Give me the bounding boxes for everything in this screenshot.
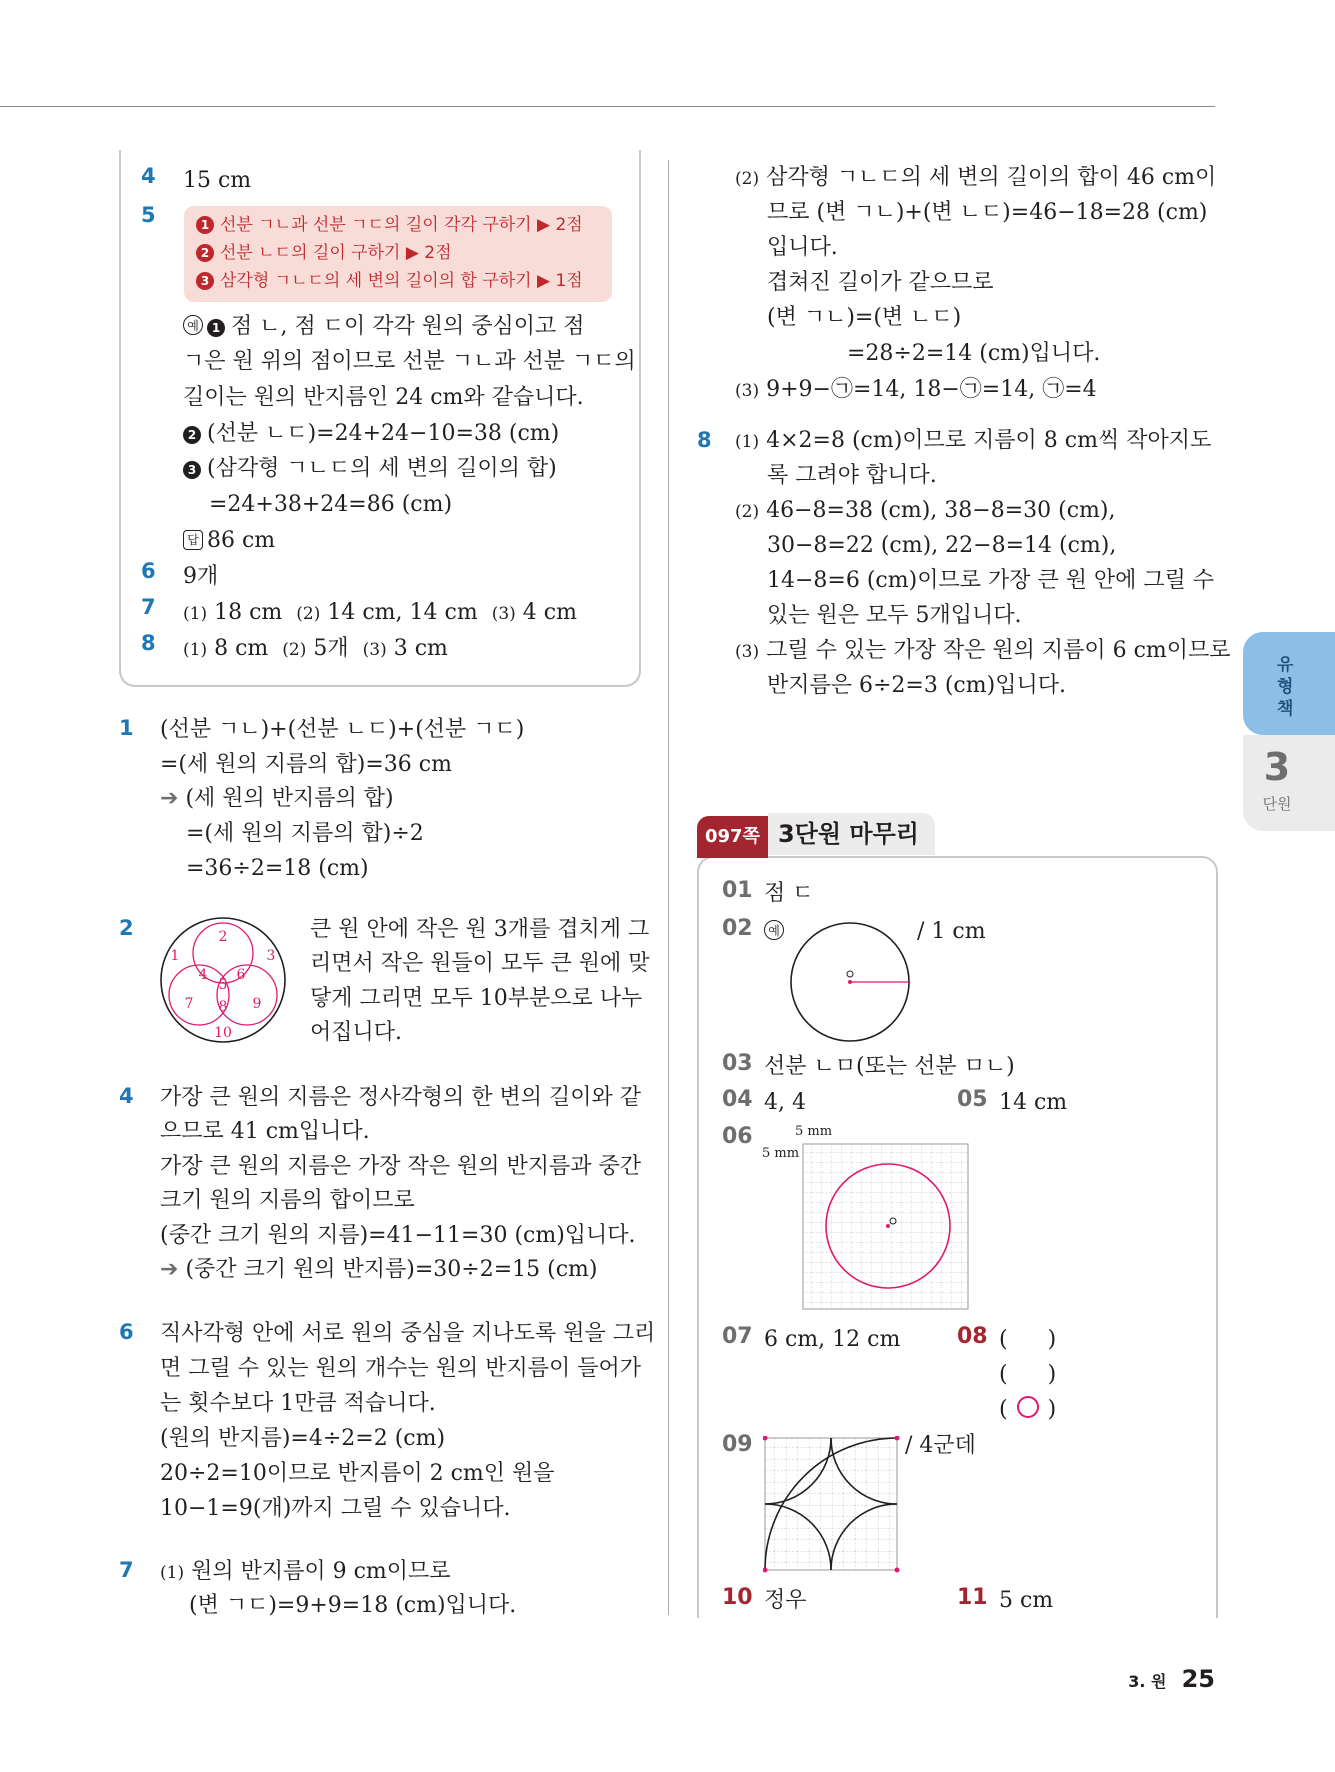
a06-dim-left: 5 mm [762, 1146, 800, 1161]
q5-line-5: 3 (삼각형 ㄱㄴㄷ의 세 변의 길이의 합) [183, 451, 557, 486]
q5-line-1: 예 1 점 ㄴ, 점 ㄷ이 각각 원의 중심이고 점 [183, 309, 584, 344]
a11-text: 5 cm [999, 1588, 1054, 1613]
region-label: 1 [170, 948, 180, 964]
s4-line: 가장 큰 원의 지름은 정사각형의 한 변의 길이와 같 [160, 1085, 641, 1110]
a06-number: 06 [722, 1124, 753, 1149]
s4-number: 4 [119, 1084, 134, 1108]
s2-number: 2 [119, 916, 134, 940]
q5-line-4: 2 (선분 ㄴㄷ)=24+24−10=38 (cm) [183, 416, 559, 451]
section-title: 3단원 마무리 [768, 813, 935, 855]
s7-number: 7 [119, 1558, 134, 1582]
a01-text: 점 ㄷ [764, 881, 814, 906]
q8-answer: (1) 8 cm (2) 5개 (3) 3 cm [183, 636, 448, 661]
s6-line: 10−1=9(개)까지 그릴 수 있습니다. [160, 1496, 511, 1521]
section-page: 097쪽 [697, 816, 768, 858]
s8-line: 30−8=22 (cm), 22−8=14 (cm), [767, 533, 1117, 558]
a05-text: 14 cm [999, 1090, 1068, 1115]
a10-text: 정우 [764, 1588, 807, 1613]
s7b-line: 겹쳐진 길이가 같으므로 [767, 270, 994, 295]
s6-line: 직사각형 안에 서로 원의 중심을 지나도록 원을 그리 [160, 1321, 656, 1346]
region-label: 8 [218, 999, 228, 1015]
s7b-line: 입니다. [767, 235, 838, 260]
side-tab-unit-number: 3 [1263, 745, 1291, 789]
a02-mark: 예 [764, 914, 788, 949]
region-label: 6 [236, 967, 246, 983]
s1-line: (선분 ㄱㄴ)+(선분 ㄴㄷ)+(선분 ㄱㄷ) [160, 717, 525, 742]
a10-number: 10 [722, 1585, 753, 1610]
s1-line: ➔ (세 원의 반지름의 합) [160, 786, 394, 811]
a03-text: 선분 ㄴㅁ(또는 선분 ㅁㄴ) [764, 1054, 1015, 1079]
q5-line-2: ㄱ은 원 위의 점이므로 선분 ㄱㄴ과 선분 ㄱㄷ의 [183, 349, 636, 374]
a08-choice-1: ( ) [999, 1327, 1057, 1352]
s1-number: 1 [119, 716, 134, 740]
a02-number: 02 [722, 916, 753, 941]
s2-line: 닿게 그리면 모두 10부분으로 나누 [310, 986, 643, 1011]
s7b-line: 므로 (변 ㄱㄴ)+(변 ㄴㄷ)=46−18=28 (cm) [767, 200, 1208, 225]
side-tab-book[interactable] [1243, 632, 1335, 735]
q4-answer: 15 cm [183, 168, 252, 193]
a03-number: 03 [722, 1051, 753, 1076]
a09-arc-pattern [763, 1436, 901, 1574]
s6-line: 는 횟수보다 1만큼 적습니다. [160, 1391, 436, 1416]
s4-line: ➔ (중간 크기 원의 반지름)=30÷2=15 (cm) [160, 1257, 598, 1282]
s8-line: 14−8=6 (cm)이므로 가장 큰 원 안에 그릴 수 [767, 568, 1215, 593]
region-label: 9 [252, 996, 262, 1012]
a11-number: 11 [957, 1585, 988, 1610]
s8-line: (3) 그릴 수 있는 가장 작은 원의 지름이 6 cm이므로 [735, 638, 1231, 663]
s8-line: 있는 원은 모두 5개입니다. [767, 603, 1022, 628]
q4-number: 4 [141, 164, 156, 188]
footer-chapter: 3. 원 [1128, 1672, 1167, 1691]
region-label: 3 [266, 948, 276, 964]
s8-line: 록 그려야 합니다. [767, 463, 937, 488]
page-number: 25 [1181, 1665, 1215, 1693]
rubric-item: 1 선분 ㄱㄴ과 선분 ㄱㄷ의 길이 각각 구하기 ▶ 2점 [196, 211, 612, 239]
q6-number: 6 [141, 559, 156, 583]
s1-line: =(세 원의 지름의 합)÷2 [186, 821, 424, 846]
s2-line: 큰 원 안에 작은 원 3개를 겹치게 그 [310, 917, 650, 942]
s2-line: 어집니다. [310, 1020, 403, 1045]
s1-line: =36÷2=18 (cm) [186, 856, 369, 881]
a06-grid-circle [801, 1142, 971, 1312]
a09-text: / 4군데 [905, 1433, 976, 1458]
s8-line: (1) 4×2=8 (cm)이므로 지름이 8 cm씩 작아지도 [735, 428, 1212, 453]
q8-number: 8 [141, 631, 156, 655]
a08-choice-2: ( ) [999, 1362, 1057, 1387]
side-tab-book-label: 유형책 [1277, 655, 1294, 719]
s1-line: =(세 원의 지름의 합)=36 cm [160, 752, 452, 777]
s8-number: 8 [697, 428, 712, 452]
region-label: 7 [184, 996, 194, 1012]
region-label: 4 [198, 967, 208, 983]
rubric-item: 2 선분 ㄴㄷ의 길이 구하기 ▶ 2점 [196, 239, 612, 267]
s8-line: (2) 46−8=38 (cm), 38−8=30 (cm), [735, 498, 1116, 523]
a04-number: 04 [722, 1087, 753, 1112]
q5-answer: 답 86 cm [183, 523, 275, 558]
s8-line: 반지름은 6÷2=3 (cm)입니다. [767, 673, 1066, 698]
region-label: 2 [218, 929, 228, 945]
s4-line: 가장 큰 원의 지름은 가장 작은 원의 반지름과 중간 [160, 1154, 641, 1179]
a08-choice-3: ( ) [999, 1397, 1057, 1422]
page-footer [1128, 1665, 1215, 1693]
q7-answer: (1) 18 cm (2) 14 cm, 14 cm (3) 4 cm [183, 600, 577, 625]
s6-number: 6 [119, 1320, 134, 1344]
side-tab-unit[interactable] [1243, 735, 1335, 831]
s4-line: 으므로 41 cm입니다. [160, 1119, 370, 1144]
s6-line: 20÷2=10이므로 반지름이 2 cm인 원을 [160, 1461, 555, 1486]
side-tab-unit-label: 단원 [1262, 795, 1292, 813]
s7b-line: (변 ㄱㄴ)=(변 ㄴㄷ) [767, 305, 962, 330]
a02-text: / 1 cm [917, 919, 986, 944]
column-divider [668, 160, 669, 1615]
q6-answer: 9개 [183, 564, 219, 589]
a01-number: 01 [722, 878, 753, 903]
region-label: 5 [218, 977, 228, 993]
s7b-line3: (3) 9+9−㉠=14, 18−㉠=14, ㉠=4 [735, 377, 1097, 402]
selected-circle-icon [1017, 1396, 1039, 1418]
s7-line: (1) 원의 반지름이 9 cm이므로 [160, 1559, 451, 1584]
a05-number: 05 [957, 1087, 988, 1112]
s4-line: (중간 크기 원의 지름)=41−11=30 (cm)입니다. [160, 1223, 636, 1248]
s6-line: (원의 반지름)=4÷2=2 (cm) [160, 1426, 446, 1451]
a07-text: 6 cm, 12 cm [764, 1327, 901, 1352]
q5-line-3: 길이는 원의 반지름인 24 cm와 같습니다. [183, 385, 584, 410]
a09-number: 09 [722, 1432, 753, 1457]
section-header [697, 813, 935, 858]
q7-number: 7 [141, 595, 156, 619]
q5-number: 5 [141, 203, 156, 227]
a04-text: 4, 4 [764, 1090, 806, 1115]
q5-line-6: =24+38+24=86 (cm) [209, 492, 453, 517]
a06-dim-top: 5 mm [795, 1124, 833, 1139]
s2-line: 리면서 작은 원들이 모두 큰 원에 맞 [310, 951, 650, 976]
s6-line: 면 그릴 수 있는 원의 개수는 원의 반지름이 들어가 [160, 1356, 641, 1381]
s7-line: (변 ㄱㄷ)=9+9=18 (cm)입니다. [189, 1593, 517, 1618]
a07-number: 07 [722, 1324, 753, 1349]
top-rule [0, 106, 1215, 107]
circles-diagram [159, 916, 287, 1044]
a02-circle [789, 921, 911, 1043]
region-label: 10 [214, 1025, 232, 1041]
a08-number: 08 [957, 1324, 988, 1349]
s4-line: 크기 원의 지름의 합이므로 [160, 1188, 415, 1213]
s7b-line: (2) 삼각형 ㄱㄴㄷ의 세 변의 길이의 합이 46 cm이 [735, 165, 1217, 190]
rubric-item: 3 삼각형 ㄱㄴㄷ의 세 변의 길이의 합 구하기 ▶ 1점 [196, 267, 612, 295]
s7b-line: =28÷2=14 (cm)입니다. [847, 341, 1101, 366]
scoring-rubric [184, 206, 612, 302]
